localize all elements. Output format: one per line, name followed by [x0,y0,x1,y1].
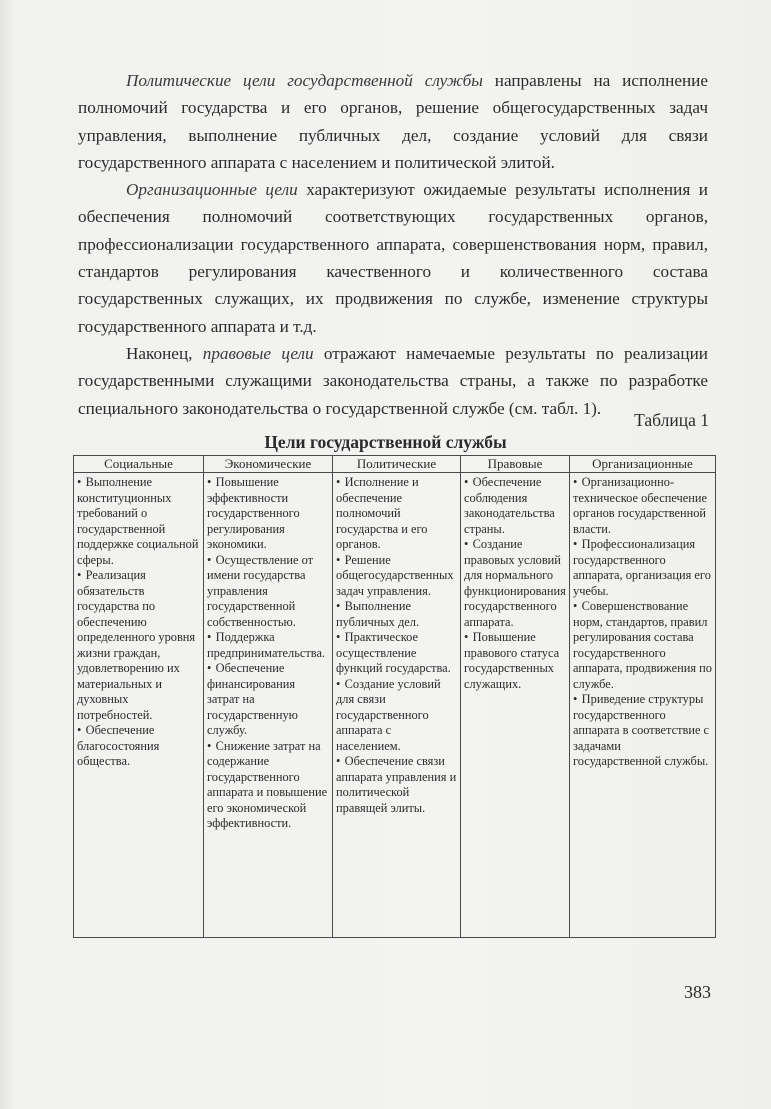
table-label: Таблица 1 [634,410,709,430]
item-text: Организационно-техническое обеспечение органов государственной власти. [573,475,708,536]
table-cell-item [77,568,200,723]
column-header: Социальные [74,456,204,473]
item-text: Выполнение публичных дел. [336,599,420,629]
table-cell-item [207,553,329,631]
paragraph-legal-goals [78,340,708,422]
bullet-icon: • [207,738,212,753]
bullet-icon: • [464,537,469,551]
cell-economic [204,473,333,938]
bullet-icon: • [207,630,212,644]
table-cell-item [336,553,457,600]
item-text: Повышение эффективности государственного регулирования экономики. [207,475,300,551]
table-cell-item [207,475,329,553]
table-cell-item [77,475,200,568]
cell-legal [461,473,570,938]
column-header: Политические [333,456,461,473]
table-cell-item [573,692,712,770]
table-cell-item [464,537,566,630]
table-cell-item [573,537,712,599]
table-cell-item [573,599,712,692]
table-cell-item [336,630,457,677]
paragraph-organizational-goals [78,176,708,340]
bullet-icon: • [573,475,578,489]
paragraph-lead: Наконец, [126,343,203,363]
item-text: Снижение затрат на содержание государственного аппарата и повышение его экономической эффективности. [207,738,328,830]
item-text: Повышение правового статуса государственных служащих. [464,630,560,691]
item-text: Совершенствование норм, стандартов, правил регулирования состава государственного аппарата, продвижения по службе. [573,599,712,691]
column-header: Правовые [461,456,570,473]
bullet-icon: • [573,537,578,551]
goals-table [73,455,716,938]
item-text: Создание правовых условий для нормального функционирования государственного аппарата. [464,537,566,629]
table-cell-item [207,739,329,832]
table-cell-item [207,661,329,739]
column-header: Экономические [204,456,333,473]
table-cell-item [573,475,712,537]
bullet-icon: • [464,475,469,489]
bullet-icon: • [207,552,212,567]
bullet-icon: • [207,475,212,489]
bullet-icon: • [77,475,82,489]
item-text: Исполнение и обеспечение полномочий государства и его органов. [336,475,428,551]
table-cell-item [77,723,200,770]
bullet-icon: • [336,599,341,613]
item-text: Осуществление от имени государства управления государственной собственностью. [207,552,314,629]
item-text: Практическое осуществление функций государства. [336,630,451,675]
table-cell-item [336,599,457,630]
paragraph-text: направлены на исполнение полномочий государства и его органов, решение общегосударственных задач управления, выполнение публичных дел, создание условий для связи государственного аппарата с населением и политической элитой. [78,71,708,172]
bullet-icon: • [336,754,341,768]
bullet-icon: • [77,568,82,582]
bullet-icon: • [464,630,469,644]
bullet-icon: • [207,661,212,675]
term-legal-goals: правовые цели [202,343,314,363]
table-header-row [74,456,716,473]
term-organizational-goals: Организационные цели [126,180,298,200]
cell-organizational [570,473,716,938]
bullet-icon: • [573,599,578,613]
item-text: Создание условий для связи государственного аппарата с населением. [336,676,441,753]
item-text: Обеспечение финансирования затрат на государственную службу. [207,661,298,737]
table-cell-item [336,754,457,816]
item-text: Обеспечение соблюдения законодательства страны. [464,475,555,536]
table-cell-item [464,630,566,692]
paragraph-political-goals [78,67,708,176]
bullet-icon: • [336,630,341,644]
table-cell-item [207,630,329,661]
term-political-goals: Политические цели государственной службы [126,71,483,90]
column-header: Организационные [570,456,716,473]
table-cell-item [336,677,457,755]
item-text: Обеспечение благосостояния общества. [77,723,160,768]
table-cell-item [464,475,566,537]
table-row [74,473,716,938]
paragraph-text: характеризуют ожидаемые результаты исполнения и обеспечения полномочий соответствующих государственных органов, профессионализации государственного аппарата, совершенствования норм, правил, стандартов регулирования качественного и количественного состава государственных служащих, их продвижения по службе, изменение структуры государственного аппарата и т.д. [78,180,709,336]
bullet-icon: • [336,676,341,691]
cell-political [333,473,461,938]
paragraph-text: отражают намечаемые результаты по реализации государственными служащими законодательства страны, а также по разработке специального законодательства о государственной службе (см. табл. 1). [78,343,709,418]
bullet-icon: • [336,475,341,489]
cell-social [74,473,204,938]
item-text: Выполнение конституционных требований о государственной поддержке социальной сферы. [77,475,199,567]
item-text: Обеспечение связи аппарата управления и политической правящей элиты. [336,754,457,815]
item-text: Поддержка предпринимательства. [207,630,326,660]
page-number: 383 [684,982,711,1002]
bullet-icon: • [77,723,82,737]
item-text: Решение общегосударственных задач управления. [336,552,454,598]
item-text: Реализация обязательств государства по обеспечению определенного уровня жизни граждан, удовлетворению их материальных и духовных потребностей. [77,568,196,722]
body-text [78,67,708,422]
item-text: Приведение структуры государственного аппарата в соответствие с задачами государственной службы. [573,692,710,768]
bullet-icon: • [336,552,341,567]
table-cell-item [336,475,457,553]
bullet-icon: • [573,692,578,706]
item-text: Профессионализация государственного аппарата, организация его учебы. [573,537,711,598]
table-title: Цели государственной службы [264,432,507,452]
